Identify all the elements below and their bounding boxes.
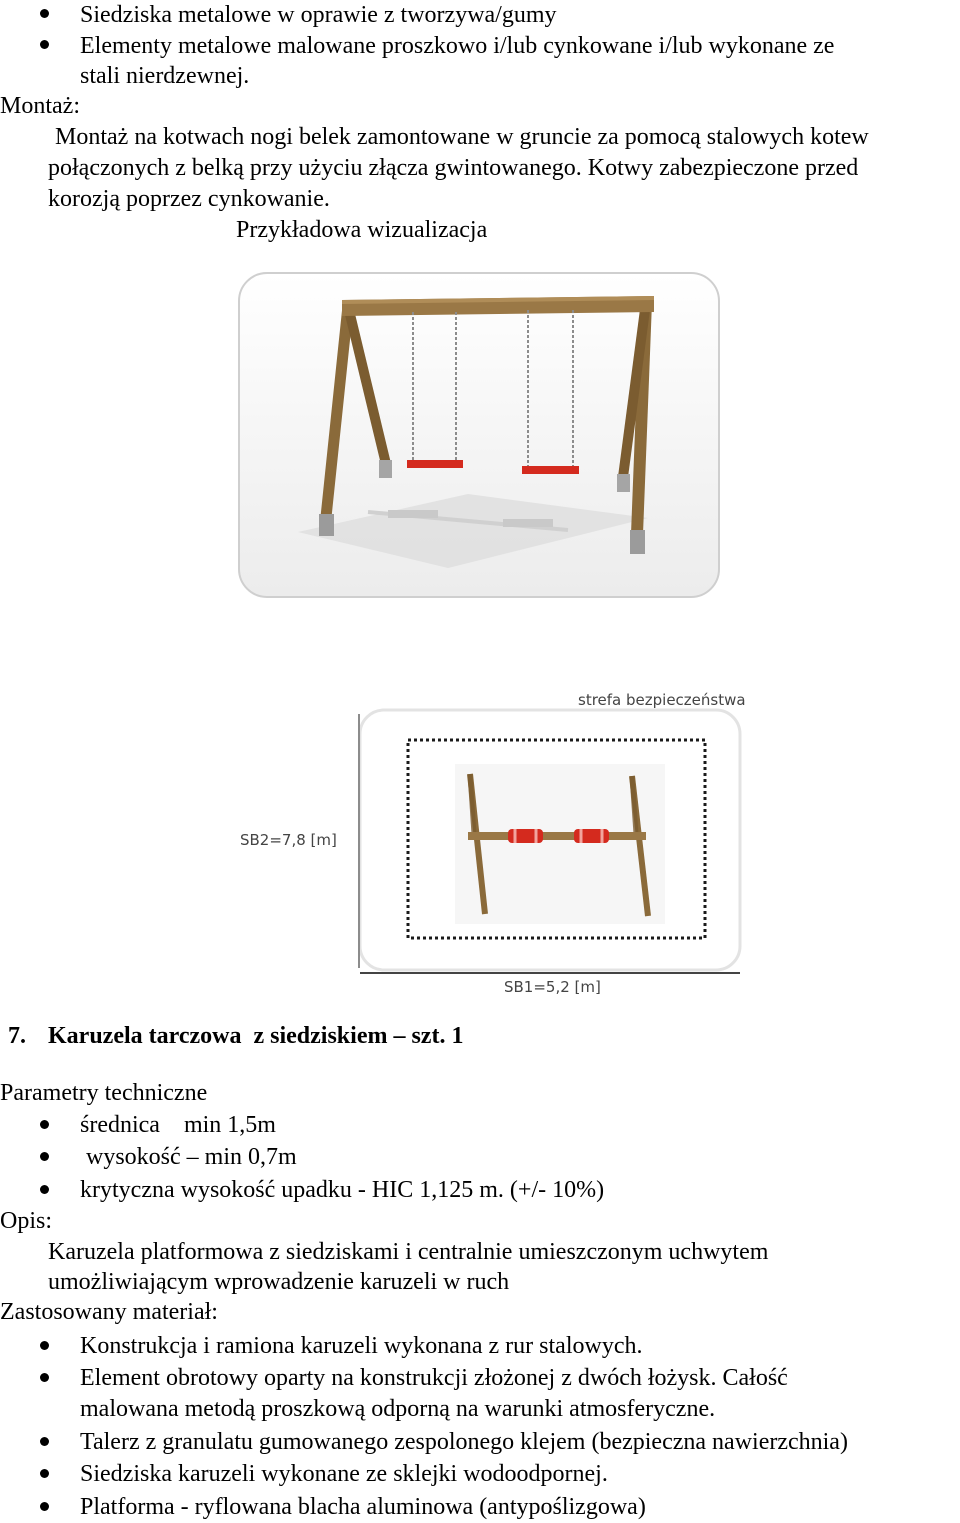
bullet-dot <box>40 1502 49 1511</box>
top-bullet-1: Siedziska metalowe w oprawie z tworzywa/gumy <box>80 2 557 28</box>
top-bullet-2: Elementy metalowe malowane proszkowo i/lub cynkowane i/lub wykonane ze <box>80 33 835 59</box>
param-item-3: krytyczna wysokość upadku - HIC 1,125 m. (+/- 10%) <box>80 1177 605 1203</box>
top-bullet-2-continued: stali nierdzewnej. <box>80 63 250 89</box>
bullet-dot <box>40 1152 49 1161</box>
bullet-dot <box>40 1120 49 1129</box>
opis-label: Opis: <box>0 1208 53 1234</box>
params-label: Parametry techniczne <box>0 1080 208 1106</box>
bullet-dot <box>40 1373 49 1382</box>
visualization-caption: Przykładowa wizualizacja <box>236 217 488 243</box>
bullet-dot <box>40 1437 49 1446</box>
sb2-label: SB2=7,8 [m] <box>240 831 337 849</box>
sb1-label: SB1=5,2 [m] <box>504 978 601 996</box>
montaz-label: Montaż: <box>0 93 80 119</box>
montaz-line-2: połączonych z belką przy użyciu złącza gwintowanego. Kotwy zabezpieczone przed <box>48 155 859 181</box>
material-item-3: Talerz z granulatu gumowanego zespolonego klejem (bezpieczna nawierzchnia) <box>80 1429 848 1455</box>
material-item-1: Konstrukcja i ramiona karuzeli wykonana z rur stalowych. <box>80 1333 643 1359</box>
material-item-5: Platforma - ryflowana blacha aluminowa (antypoślizgowa) <box>80 1494 646 1520</box>
swing-render-image <box>238 272 720 598</box>
safety-zone-diagram <box>230 684 755 996</box>
material-item-4: Siedziska karuzeli wykonane ze sklejki wodoodpornej. <box>80 1461 608 1487</box>
opis-line-2: umożliwiającym wprowadzenie karuzeli w ruch <box>48 1269 510 1295</box>
bullet-dot <box>40 1185 49 1194</box>
section-number: 7. <box>8 1023 26 1049</box>
material-item-2-continued: malowana metodą proszkową odporną na warunki atmosferyczne. <box>80 1396 716 1422</box>
bullet-dot <box>40 1469 49 1478</box>
montaz-line-3: korozją poprzez cynkowanie. <box>48 186 330 212</box>
bullet-dot <box>40 40 49 49</box>
param-item-2: wysokość – min 0,7m <box>80 1144 297 1170</box>
opis-line-1: Karuzela platformowa z siedziskami i centralnie umieszczonym uchwytem <box>48 1239 769 1265</box>
material-item-2: Element obrotowy oparty na konstrukcji złożonej z dwóch łożysk. Całość <box>80 1365 788 1391</box>
bullet-dot <box>40 1341 49 1350</box>
material-label: Zastosowany materiał: <box>0 1299 218 1325</box>
section-title: Karuzela tarczowa z siedziskiem – szt. 1 <box>48 1023 464 1049</box>
montaz-line-1: Montaż na kotwach nogi belek zamontowane w gruncie za pomocą stalowych kotew <box>55 124 869 150</box>
param-item-1: średnica min 1,5m <box>80 1112 276 1138</box>
bullet-dot <box>40 9 49 18</box>
safety-zone-label: strefa bezpieczeństwa <box>578 691 746 709</box>
